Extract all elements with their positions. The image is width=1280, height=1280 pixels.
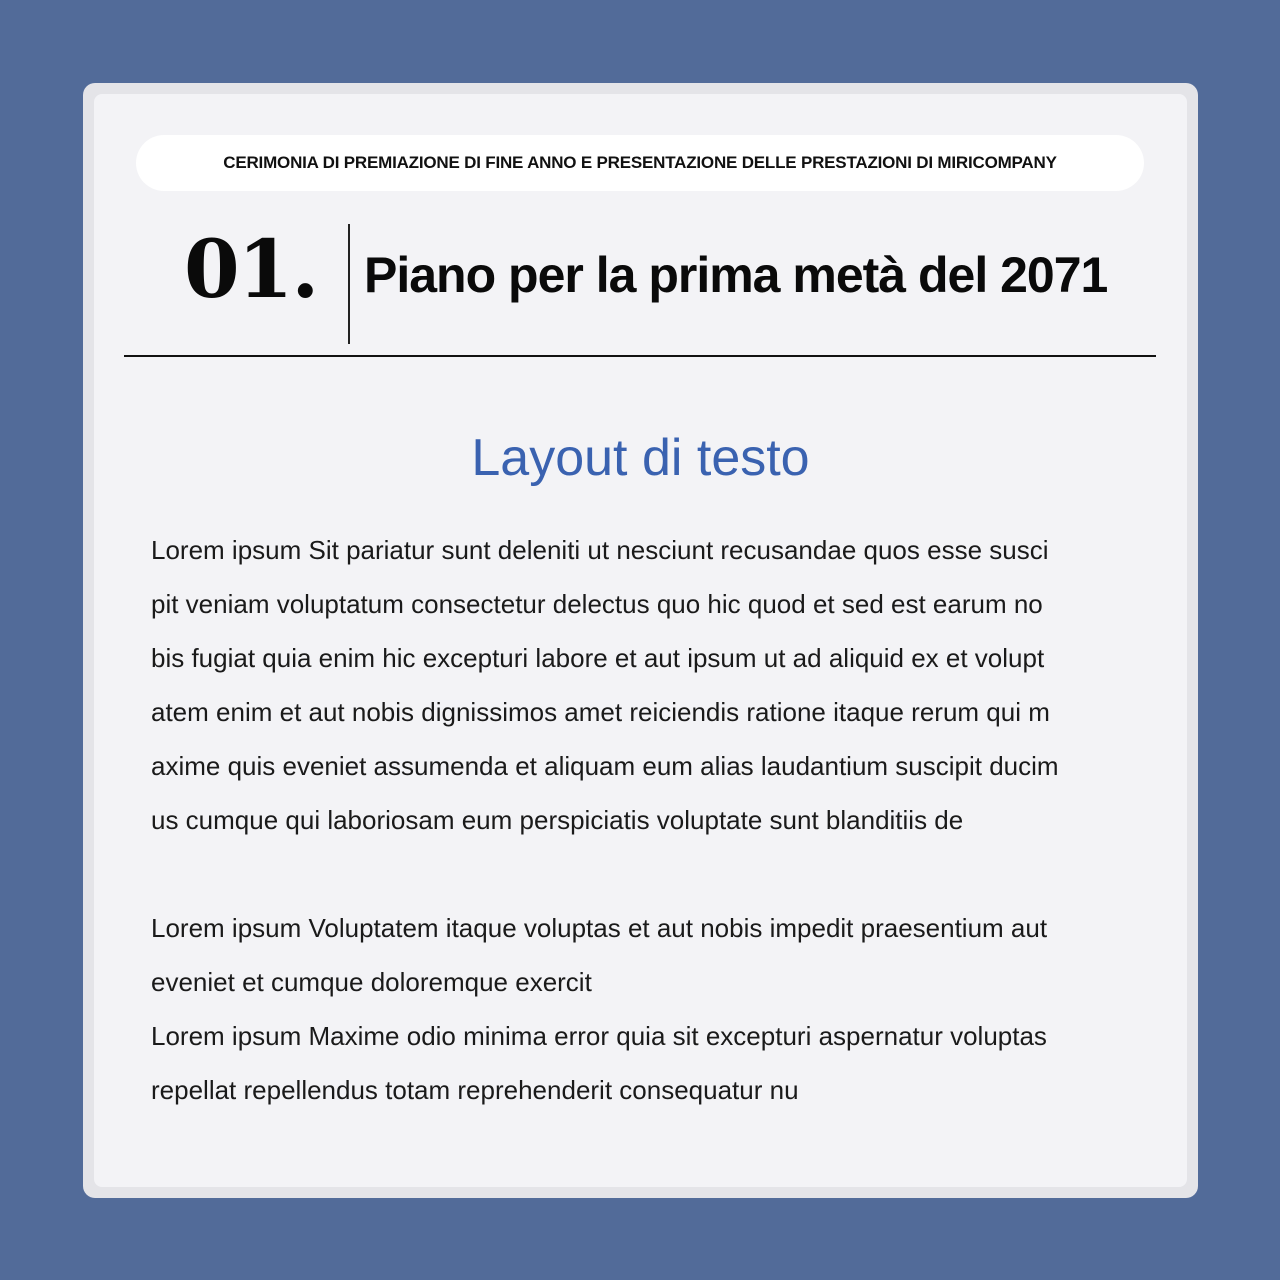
text-line: us cumque qui laboriosam eum perspiciatis voluptate sunt blanditiis de: [151, 805, 964, 835]
paragraph-2: [151, 901, 1059, 1009]
slide-content: [94, 94, 1187, 1187]
section-number: 01.: [184, 222, 318, 316]
header-banner: [136, 135, 1144, 191]
header-banner-text: CERIMONIA DI PREMIAZIONE DI FINE ANNO E PRESENTAZIONE DELLE PRESTAZIONI DI MIRICOMPANY: [223, 153, 1057, 172]
section-title: Piano per la prima metà del 2071: [364, 247, 1108, 303]
slide-card: [83, 83, 1198, 1198]
vertical-divider: [348, 224, 350, 344]
text-line: repellat repellendus totam reprehenderit consequatur nu: [151, 1075, 799, 1105]
text-line: axime quis eveniet assumenda et aliquam eum alias laudantium suscipit ducim: [151, 751, 1059, 781]
paragraph-gap: [151, 847, 1059, 901]
subtitle: Layout di testo: [471, 429, 810, 487]
text-line: Lorem ipsum Voluptatem itaque voluptas et aut nobis impedit praesentium aut: [151, 913, 1048, 943]
body-text: [151, 523, 1059, 1117]
text-line: Lorem ipsum Sit pariatur sunt deleniti ut nesciunt recusandae quos esse susci: [151, 535, 1049, 565]
paragraph-3: [151, 1009, 1059, 1117]
horizontal-divider: [124, 355, 1156, 357]
text-line: bis fugiat quia enim hic excepturi labore et aut ipsum ut ad aliquid ex et volupt: [151, 643, 1045, 673]
text-line: pit veniam voluptatum consectetur delectus quo hic quod et sed est earum no: [151, 589, 1043, 619]
text-line: eveniet et cumque doloremque exercit: [151, 967, 592, 997]
text-line: Lorem ipsum Maxime odio minima error quia sit excepturi aspernatur voluptas: [151, 1021, 1047, 1051]
paragraph-1: [151, 523, 1059, 847]
text-line: atem enim et aut nobis dignissimos amet reiciendis ratione itaque rerum qui m: [151, 697, 1050, 727]
